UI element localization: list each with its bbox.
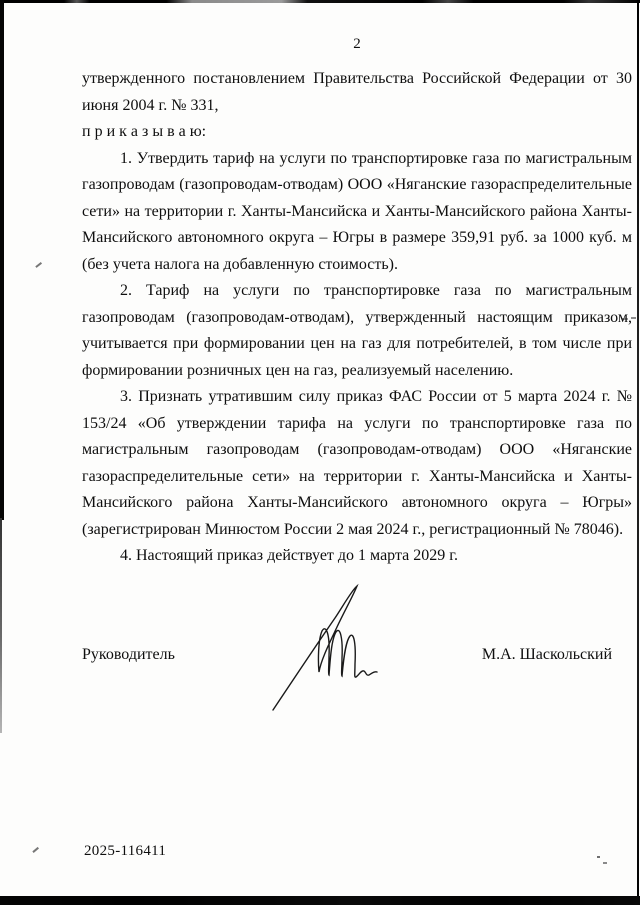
scan-speck — [32, 847, 38, 853]
order-paragraph-1: 1. Утвердить тариф на услуги по транспортировке газа по магистральным газопроводам (газопроводам-отводам) ООО «Няганские газораспределительные сети» на территории г. Ханты-Мансийска и Ханты-Мансийского района Ханты-Мансийского автономного округа – Югры в размере 359,91 руб. за 1000 куб. м (без учета налога на добавленную стоимость). — [82, 149, 632, 273]
signature-row — [82, 646, 632, 664]
order-paragraph-3: 3. Признать утратившим силу приказ ФАС России от 5 марта 2024 г. № 153/24 «Об утверждении тарифа на услуги по транспортировке газа по магистральным газопроводам (газопроводам-отводам) ООО «Няганские газораспределительные сети» на территории г. Ханты-Мансийска и Ханты-Мансийского района Ханты-Мансийского автономного округа – Югры» (зарегистрирован Минюстом России 2 мая 2024 г., регистрационный № 78046). — [82, 388, 632, 538]
scan-speck — [35, 262, 41, 267]
scan-edge-left — [0, 0, 4, 520]
signer-title: Руководитель — [82, 646, 175, 663]
order-paragraph-4: 4. Настоящий приказ действует до 1 марта 2029 г. — [120, 547, 458, 564]
document-code: 2025-116411 — [84, 843, 167, 859]
page-number: 2 — [353, 36, 361, 52]
signer-name: М.А. Шаскольский — [481, 646, 612, 663]
order-text-block — [82, 66, 632, 570]
scan-edge-left-fade — [0, 518, 2, 733]
decree-word: п р и к а з ы в а ю: — [82, 123, 207, 140]
scan-speck — [597, 856, 600, 858]
scan-edge-bottom — [0, 896, 640, 905]
intro-continuation-text: утвержденного постановлением Правительства Российской Федерации от 30 июня 2004 г. № 331, — [82, 70, 632, 114]
scan-edge-right — [637, 0, 639, 896]
scan-edge-top — [0, 0, 640, 3]
scan-speck — [603, 862, 607, 864]
order-paragraph-2: 2. Тариф на услуги по транспортировке газа по магистральным газопроводам (газопроводам-отводам), утвержденный настоящим приказом, учитывается при формировании цен на газ для потребителей, в том числе при формировании розничных цен на газ, реализуемый населению. — [82, 282, 632, 379]
